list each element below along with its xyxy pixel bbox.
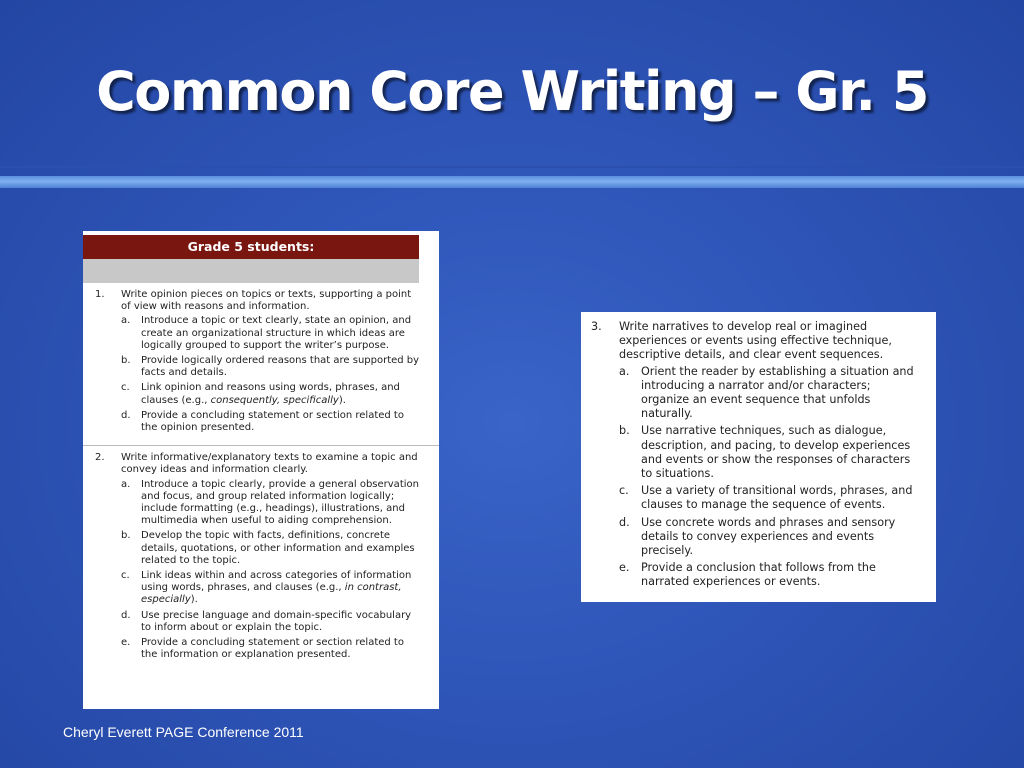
item-letter: e. [619,561,630,575]
standard-text: Write narratives to develop real or imagined experiences or events using effective technique, descriptive details, and clear event sequences. [619,320,892,362]
item-text: Provide a conclusion that follows from the narrated experiences or events. [641,561,876,589]
item-letter: b. [121,530,131,542]
standard-number: 1. [95,289,105,300]
item-letter: b. [619,424,630,438]
item-letter: c. [121,382,130,394]
slide-title: Common Core Writing – Gr. 5 [96,60,928,123]
standard-item [121,382,423,406]
item-text-after: ). [190,594,198,606]
panel-header-band [83,259,419,283]
item-text: Use concrete words and phrases and sensory details to convey experiences and events precisely. [641,515,896,558]
standard-item [619,424,922,481]
standard-item [121,355,423,379]
item-text: Introduce a topic clearly, provide a general observation and focus, and group related information logically; include formatting (e.g., headings), illustrations, and multimedia when useful to aiding comprehension. [141,478,419,527]
item-example-words: in contrast, especially [141,582,402,606]
standard-3 [581,312,936,599]
standard-2 [83,446,439,670]
title-divider-shadow [0,166,1024,168]
standard-item [121,637,423,661]
item-text-before: Link ideas within and across categories of information using words, phrases, and clauses (e.g., [141,570,412,594]
item-text: Develop the topic with facts, definitions, concrete details, quotations, or other information and examples related to the topic. [141,530,415,566]
grade5-standards-panel [83,231,439,709]
item-text: Orient the reader by establishing a situation and introducing a narrator and/or characters; organize an event sequence that unfolds naturally. [641,364,914,421]
item-text: Provide a concluding statement or section related to the opinion presented. [141,409,404,434]
item-letter: b. [121,355,131,367]
item-text: Use a variety of transitional words, phrases, and clauses to manage the sequence of events. [641,484,913,512]
slide-footer: Cheryl Everett PAGE Conference 2011 [63,724,304,740]
narrative-standard-panel [581,312,936,602]
standard-number: 3. [591,320,602,333]
item-letter: a. [619,364,630,378]
item-text: Use precise language and domain-specific vocabulary to inform about or explain the topic. [141,609,412,633]
item-letter: d. [121,609,131,621]
standard-item [121,410,423,434]
standard-1 [83,283,439,443]
item-example-words: consequently, specifically [210,394,339,406]
item-text: Use narrative techniques, such as dialogue, description, and pacing, to develop experiences and events or show the responses of characters to situations. [641,424,911,481]
standard-item [619,561,922,589]
standard-number: 2. [95,452,105,464]
title-divider [0,176,1024,188]
standard-text: Write opinion pieces on topics or texts, supporting a point of view with reasons and information. [121,289,412,313]
standard-item [619,484,922,512]
standard-item [619,365,922,422]
item-letter: e. [121,637,131,649]
item-letter: c. [121,570,130,582]
item-text-after: ). [338,394,346,406]
item-letter: c. [619,484,629,498]
item-letter: a. [121,478,131,490]
standard-item [121,610,423,634]
standard-item [121,315,423,352]
standard-item [619,516,922,559]
item-text: Provide logically ordered reasons that are supported by facts and details. [141,355,420,379]
item-letter: d. [121,409,131,421]
item-letter: d. [619,515,630,529]
item-text-before: Link opinion and reasons using words, phrases, and clauses (e.g., [141,382,400,406]
item-letter: a. [121,315,131,327]
standard-item [121,570,423,607]
standard-item [121,479,423,528]
item-text: Introduce a topic or text clearly, state an opinion, and create an organizational structure in which ideas are logically grouped to support the writer’s purpose. [141,315,412,351]
panel-header: Grade 5 students: [83,235,419,259]
standard-text: Write informative/explanatory texts to examine a topic and convey ideas and information clearly. [121,452,418,476]
standard-item [121,530,423,567]
item-text: Provide a concluding statement or section related to the information or explanation presented. [141,637,404,661]
